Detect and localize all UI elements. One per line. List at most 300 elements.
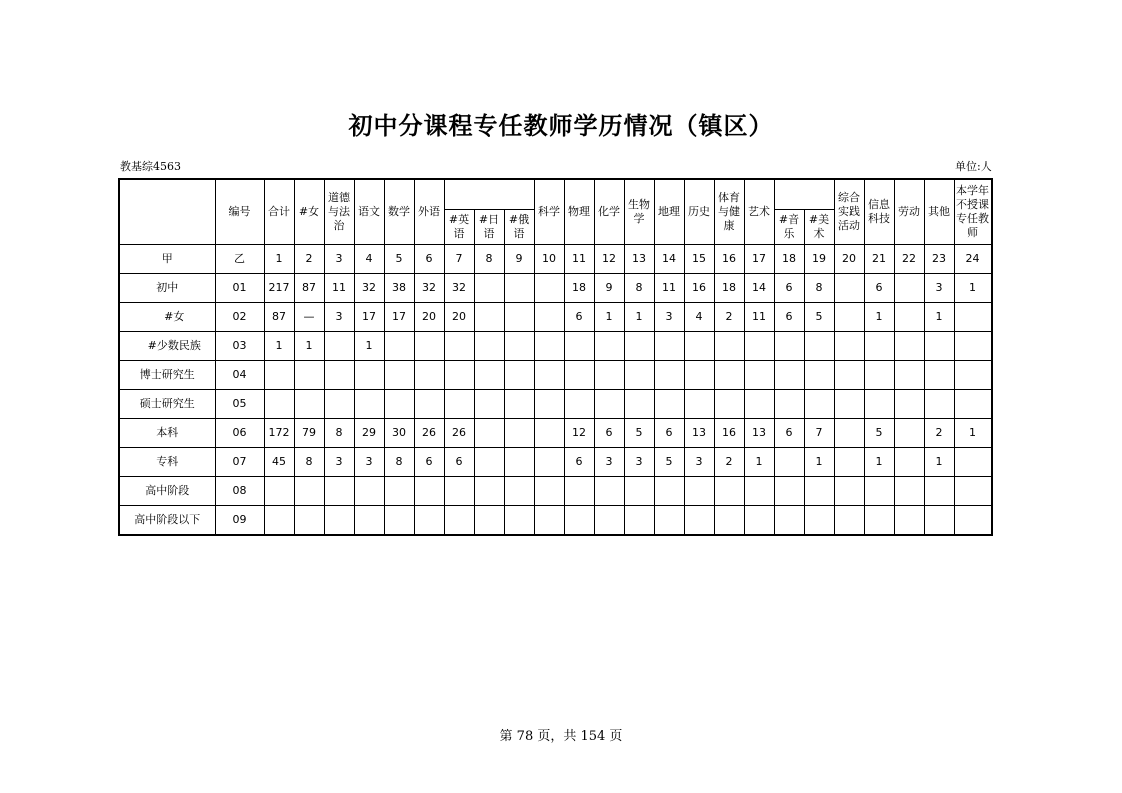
table-cell: 3 (624, 448, 654, 477)
table-cell: 18 (714, 274, 744, 303)
table-cell (294, 477, 324, 506)
table-cell: 5 (624, 419, 654, 448)
table-cell (834, 390, 864, 419)
table-cell (534, 390, 564, 419)
table-cell: 38 (384, 274, 414, 303)
table-cell (534, 332, 564, 361)
table-cell (744, 477, 774, 506)
index-cell: 12 (594, 245, 624, 274)
table-cell (474, 274, 504, 303)
table-cell: 6 (774, 303, 804, 332)
table-cell (474, 419, 504, 448)
table-cell: 11 (744, 303, 774, 332)
table-cell (294, 390, 324, 419)
table-cell (444, 506, 474, 536)
table-row (119, 419, 992, 448)
table-cell (504, 506, 534, 536)
table-cell (624, 506, 654, 536)
table-row (119, 390, 992, 419)
table-cell: 7 (804, 419, 834, 448)
header-chinese: 语文 (354, 179, 384, 245)
table-cell (504, 448, 534, 477)
table-cell (474, 361, 504, 390)
table-cell (474, 332, 504, 361)
table-cell: 3 (594, 448, 624, 477)
table-cell (534, 419, 564, 448)
index-cell: 13 (624, 245, 654, 274)
header-labor: 劳动 (894, 179, 924, 245)
table-cell (864, 361, 894, 390)
table-cell (924, 390, 954, 419)
index-cell: 17 (744, 245, 774, 274)
row-code: 07 (215, 448, 264, 477)
index-cell: 甲 (119, 245, 215, 274)
header-english-text: #英语 (448, 213, 470, 240)
unit-label: 单位:人 (955, 160, 992, 173)
table-cell (744, 332, 774, 361)
table-row (119, 506, 992, 536)
table-cell: 17 (384, 303, 414, 332)
table-cell (834, 303, 864, 332)
table-cell (594, 332, 624, 361)
index-row (119, 245, 992, 274)
table-cell (684, 477, 714, 506)
table-cell: 17 (354, 303, 384, 332)
index-cell: 10 (534, 245, 564, 274)
table-cell (924, 361, 954, 390)
table-cell (834, 419, 864, 448)
table-cell: 13 (744, 419, 774, 448)
table-cell (624, 477, 654, 506)
table-cell: 30 (384, 419, 414, 448)
table-cell: 6 (774, 419, 804, 448)
table-cell (834, 448, 864, 477)
row-code: 01 (215, 274, 264, 303)
table-cell: 29 (354, 419, 384, 448)
table-cell (354, 361, 384, 390)
index-cell: 23 (924, 245, 954, 274)
table-cell (564, 390, 594, 419)
table-cell (564, 506, 594, 536)
table-cell: 32 (444, 274, 474, 303)
header-math: 数学 (384, 179, 414, 245)
table-cell: 3 (924, 274, 954, 303)
table-cell (834, 506, 864, 536)
table-cell (414, 361, 444, 390)
header-pe-text: 体育与健康 (718, 191, 740, 232)
index-cell: 16 (714, 245, 744, 274)
table-cell (834, 477, 864, 506)
row-label: #少数民族 (119, 332, 215, 361)
table-cell: 2 (924, 419, 954, 448)
statistics-table (118, 178, 993, 536)
table-cell: 18 (564, 274, 594, 303)
table-cell (474, 477, 504, 506)
table-cell: 1 (864, 448, 894, 477)
table-cell (684, 390, 714, 419)
table-cell: 8 (804, 274, 834, 303)
table-cell: 8 (384, 448, 414, 477)
header-music (774, 210, 804, 245)
table-cell (714, 332, 744, 361)
table-cell (894, 361, 924, 390)
header-it (864, 179, 894, 245)
table-cell: 13 (684, 419, 714, 448)
table-cell (804, 506, 834, 536)
table-cell (954, 506, 992, 536)
index-cell: 4 (354, 245, 384, 274)
table-cell: 1 (804, 448, 834, 477)
table-cell (534, 303, 564, 332)
index-cell: 22 (894, 245, 924, 274)
table-cell (594, 506, 624, 536)
table-cell: 87 (264, 303, 294, 332)
index-cell: 3 (324, 245, 354, 274)
table-cell (474, 506, 504, 536)
table-cell: — (294, 303, 324, 332)
table-row (119, 361, 992, 390)
table-cell: 1 (744, 448, 774, 477)
table-cell (444, 332, 474, 361)
table-cell: 1 (294, 332, 324, 361)
table-cell (684, 361, 714, 390)
header-biology (624, 179, 654, 245)
index-cell: 20 (834, 245, 864, 274)
table-cell (264, 390, 294, 419)
table-cell (594, 361, 624, 390)
table-cell: 1 (954, 419, 992, 448)
index-cell: 乙 (215, 245, 264, 274)
table-cell (384, 506, 414, 536)
table-row (119, 274, 992, 303)
table-cell: 12 (564, 419, 594, 448)
table-cell (504, 361, 534, 390)
table-cell (504, 303, 534, 332)
table-cell (864, 506, 894, 536)
table-cell (714, 361, 744, 390)
table-cell (654, 477, 684, 506)
table-cell (954, 303, 992, 332)
table-cell (804, 361, 834, 390)
table-cell (954, 332, 992, 361)
table-cell (684, 332, 714, 361)
table-cell: 1 (624, 303, 654, 332)
table-cell: 1 (264, 332, 294, 361)
table-cell: 26 (414, 419, 444, 448)
header-physics: 物理 (564, 179, 594, 245)
table-cell: 5 (654, 448, 684, 477)
table-cell (774, 448, 804, 477)
table-cell (894, 274, 924, 303)
table-cell: 1 (924, 448, 954, 477)
header-russian (504, 210, 534, 245)
table-cell: 6 (564, 448, 594, 477)
header-foreign-group (444, 179, 534, 210)
table-cell (654, 506, 684, 536)
table-cell (804, 390, 834, 419)
table-cell: 16 (684, 274, 714, 303)
table-cell (324, 361, 354, 390)
table-cell (444, 361, 474, 390)
header-other: 其他 (924, 179, 954, 245)
table-cell: 6 (774, 274, 804, 303)
row-label: #女 (119, 303, 215, 332)
table-cell (324, 506, 354, 536)
table-cell (714, 390, 744, 419)
table-cell (474, 390, 504, 419)
table-cell (504, 390, 534, 419)
row-label: 本科 (119, 419, 215, 448)
header-chemistry: 化学 (594, 179, 624, 245)
table-cell (504, 274, 534, 303)
table-cell (564, 332, 594, 361)
table-cell (834, 274, 864, 303)
table-cell: 4 (684, 303, 714, 332)
index-cell: 24 (954, 245, 992, 274)
table-cell (354, 506, 384, 536)
page-footer: 第 78 页，共 154 页 (499, 729, 623, 744)
table-cell (864, 390, 894, 419)
table-cell (264, 361, 294, 390)
table-cell (924, 477, 954, 506)
header-japanese (474, 210, 504, 245)
header-science: 科学 (534, 179, 564, 245)
index-cell: 9 (504, 245, 534, 274)
row-label: 专科 (119, 448, 215, 477)
table-cell: 3 (684, 448, 714, 477)
table-row (119, 303, 992, 332)
header-morality-text: 道德与法治 (328, 191, 350, 232)
table-cell (894, 448, 924, 477)
header-total: 合计 (264, 179, 294, 245)
row-code: 04 (215, 361, 264, 390)
header-fineart-text: #美术 (808, 213, 830, 240)
table-cell (474, 303, 504, 332)
table-cell (534, 361, 564, 390)
table-cell (774, 332, 804, 361)
table-cell (564, 361, 594, 390)
header-practice (834, 179, 864, 245)
header-morality (324, 179, 354, 245)
table-cell (534, 274, 564, 303)
table-cell (624, 361, 654, 390)
table-cell: 2 (714, 448, 744, 477)
header-corner (119, 179, 215, 245)
table-cell (534, 448, 564, 477)
index-cell: 1 (264, 245, 294, 274)
table-cell: 9 (594, 274, 624, 303)
index-cell: 21 (864, 245, 894, 274)
table-cell (834, 361, 864, 390)
form-code: 教基综4563 (120, 160, 181, 173)
table-cell (294, 361, 324, 390)
row-label: 博士研究生 (119, 361, 215, 390)
table-cell: 3 (354, 448, 384, 477)
table-cell: 1 (924, 303, 954, 332)
table-cell (504, 477, 534, 506)
table-cell (594, 477, 624, 506)
index-cell: 11 (564, 245, 594, 274)
table-cell: 11 (654, 274, 684, 303)
table-cell (414, 390, 444, 419)
table-cell: 3 (324, 448, 354, 477)
table-cell: 16 (714, 419, 744, 448)
table-cell: 172 (264, 419, 294, 448)
table-cell (414, 477, 444, 506)
table-cell (414, 506, 444, 536)
table-cell: 26 (444, 419, 474, 448)
table-cell: 8 (624, 274, 654, 303)
table-cell (834, 332, 864, 361)
table-cell (534, 477, 564, 506)
row-label: 高中阶段以下 (119, 506, 215, 536)
table-cell: 32 (414, 274, 444, 303)
row-label: 高中阶段 (119, 477, 215, 506)
table-cell: 1 (594, 303, 624, 332)
table-cell: 6 (444, 448, 474, 477)
table-cell (894, 477, 924, 506)
row-code: 03 (215, 332, 264, 361)
header-music-text: #音乐 (778, 213, 800, 240)
row-code: 08 (215, 477, 264, 506)
header-biology-text: 生物学 (628, 198, 650, 225)
table-cell (354, 390, 384, 419)
table-cell (894, 303, 924, 332)
table-body (119, 245, 992, 536)
table-cell: 217 (264, 274, 294, 303)
table-cell: 1 (864, 303, 894, 332)
table-cell (324, 477, 354, 506)
table-cell (774, 506, 804, 536)
table-cell: 87 (294, 274, 324, 303)
index-cell: 8 (474, 245, 504, 274)
header-row-top (119, 179, 992, 210)
header-english (444, 210, 474, 245)
table-cell (894, 506, 924, 536)
header-foreign: 外语 (414, 179, 444, 245)
row-label: 硕士研究生 (119, 390, 215, 419)
table-cell (894, 390, 924, 419)
table-cell (264, 506, 294, 536)
table-cell: 6 (654, 419, 684, 448)
table-cell (414, 332, 444, 361)
table-cell (804, 477, 834, 506)
table-cell: 32 (354, 274, 384, 303)
header-code: 编号 (215, 179, 264, 245)
table-cell: 11 (324, 274, 354, 303)
table-cell (384, 477, 414, 506)
table-cell: 8 (294, 448, 324, 477)
index-cell: 6 (414, 245, 444, 274)
row-code: 09 (215, 506, 264, 536)
table-cell: 20 (414, 303, 444, 332)
table-cell: 79 (294, 419, 324, 448)
table-cell (924, 506, 954, 536)
table-cell (894, 419, 924, 448)
table-cell (474, 448, 504, 477)
header-noteach-text: 本学年不授课专任教师 (956, 184, 989, 239)
index-cell: 14 (654, 245, 684, 274)
table-cell: 45 (264, 448, 294, 477)
table-cell (324, 390, 354, 419)
table-cell (534, 506, 564, 536)
table-cell (384, 390, 414, 419)
table-cell (864, 332, 894, 361)
table-cell (504, 332, 534, 361)
table-cell (954, 448, 992, 477)
table-cell (594, 390, 624, 419)
table-cell (774, 361, 804, 390)
table-cell (954, 361, 992, 390)
table-cell (444, 477, 474, 506)
table-cell (744, 506, 774, 536)
header-japanese-text: #日语 (478, 213, 500, 240)
header-russian-text: #俄语 (508, 213, 530, 240)
table-row (119, 477, 992, 506)
table-cell (954, 477, 992, 506)
table-cell (654, 361, 684, 390)
index-cell: 7 (444, 245, 474, 274)
header-history: 历史 (684, 179, 714, 245)
table-cell (324, 332, 354, 361)
table-cell: 8 (324, 419, 354, 448)
table-cell (564, 477, 594, 506)
row-code: 02 (215, 303, 264, 332)
row-code: 05 (215, 390, 264, 419)
header-practice-text: 综合实践活动 (838, 191, 860, 232)
table-cell: 6 (564, 303, 594, 332)
table-cell (924, 332, 954, 361)
table-cell (504, 419, 534, 448)
table-cell: 1 (954, 274, 992, 303)
index-cell: 19 (804, 245, 834, 274)
table-cell (624, 390, 654, 419)
table-cell (864, 477, 894, 506)
index-cell: 2 (294, 245, 324, 274)
table-cell (714, 506, 744, 536)
table-cell (744, 361, 774, 390)
table-cell: 5 (864, 419, 894, 448)
table-cell: 5 (804, 303, 834, 332)
header-art-group (774, 179, 834, 210)
table-cell (384, 332, 414, 361)
table-cell: 1 (354, 332, 384, 361)
table-cell (264, 477, 294, 506)
table-cell (624, 332, 654, 361)
table-cell: 14 (744, 274, 774, 303)
index-cell: 15 (684, 245, 714, 274)
table-cell: 3 (654, 303, 684, 332)
header-geography: 地理 (654, 179, 684, 245)
table-cell (354, 477, 384, 506)
header-fineart (804, 210, 834, 245)
header-pe (714, 179, 744, 245)
table-cell (954, 390, 992, 419)
page-title: 初中分课程专任教师学历情况（镇区） (348, 112, 774, 140)
table-cell (444, 390, 474, 419)
table-cell (894, 332, 924, 361)
table-cell (774, 477, 804, 506)
table-cell (804, 332, 834, 361)
table-cell: 6 (864, 274, 894, 303)
table-cell (654, 390, 684, 419)
table-cell: 3 (324, 303, 354, 332)
table-cell (684, 506, 714, 536)
table-cell (744, 390, 774, 419)
table-row (119, 332, 992, 361)
header-art: 艺术 (744, 179, 774, 245)
table-cell (774, 390, 804, 419)
